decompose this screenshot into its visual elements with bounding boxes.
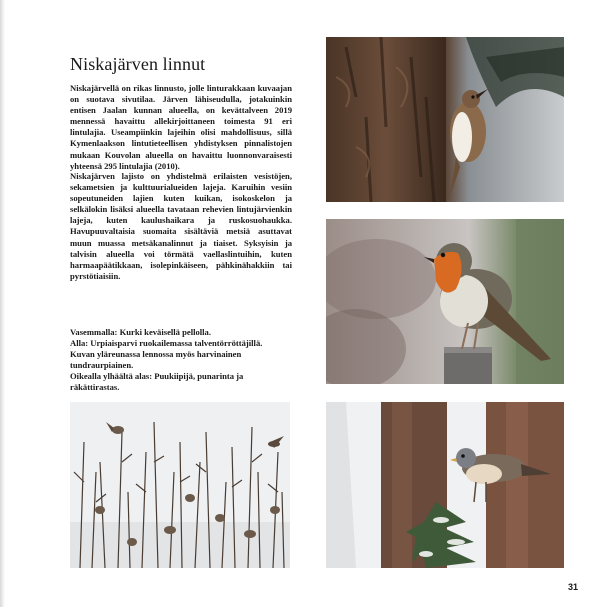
- photo-captions: [70, 327, 300, 394]
- caption-line: tundraurpiainen.: [70, 360, 134, 371]
- caption-line: Kuvan yläreunassa lennossa myös harvinainen: [70, 349, 242, 360]
- fieldfare-photo: [326, 402, 564, 568]
- caption-line: räkättirastas.: [70, 382, 120, 393]
- article-paragraph-1: Niskajärvellä on rikas linnusto, jolle linturakkaan kuvaajan on suotava sivutilaa. Järven lähiseudulla, jotakuinkin entisen Jaalan kunnan alueella, on kevättalveen 2019 mennessä havaittu allekirjoittaneen toimesta 91 eri lintulajia. Useampiinkin lajeihin olisi mahdollisuus, sillä Kymenlaakson lintutieteellisen yhdistyksen pinnalistojen mukaan Kouvolan alueella on havaittu luonnonvaraisesti yhteensä 295 lintulajia (2010).: [70, 83, 292, 171]
- robin-photo: [326, 219, 564, 384]
- article-paragraph-2: Niskajärven lajisto on yhdistelmä erilaisten vesistöjen, sekametsien ja kulttuurialueiden lajeja. Karuihin vesiin sopeutuneiden lajien kuten kuikan, isokoskelon ja selkälokin lisäksi alueella tavataan rehevien lintujärvienkin lajeja, kuten kaulushaikara ja ruskosuohaukka. Havupuuvaltaisia suomaita sisältäviä metsiä asuttavat muun muassa metsäkanalinnut ja tiaiset. Syksyisin ja talvisin alueella voi törmätä vaellaslintuihin, kuten harmaapäätikkaan, isolepinkäiseen, pähkinähakkiin tai pyrstötiaisiin.: [70, 171, 292, 281]
- caption-line: Vasemmalla: Kurki keväisellä pellolla.: [70, 327, 212, 337]
- page-spine-shadow: [0, 0, 5, 607]
- redpoll-flock-photo: [70, 402, 290, 568]
- caption-line: Alla: Urpiaisparvi ruokailemassa talventörröttäjillä.: [70, 338, 263, 349]
- caption-line: Oikealla ylhäältä alas: Puukiipijä, punarinta ja: [70, 371, 244, 382]
- treecreeper-photo: [326, 37, 564, 202]
- page-number: 31: [568, 582, 579, 592]
- article-title: Niskajärven linnut: [70, 54, 206, 74]
